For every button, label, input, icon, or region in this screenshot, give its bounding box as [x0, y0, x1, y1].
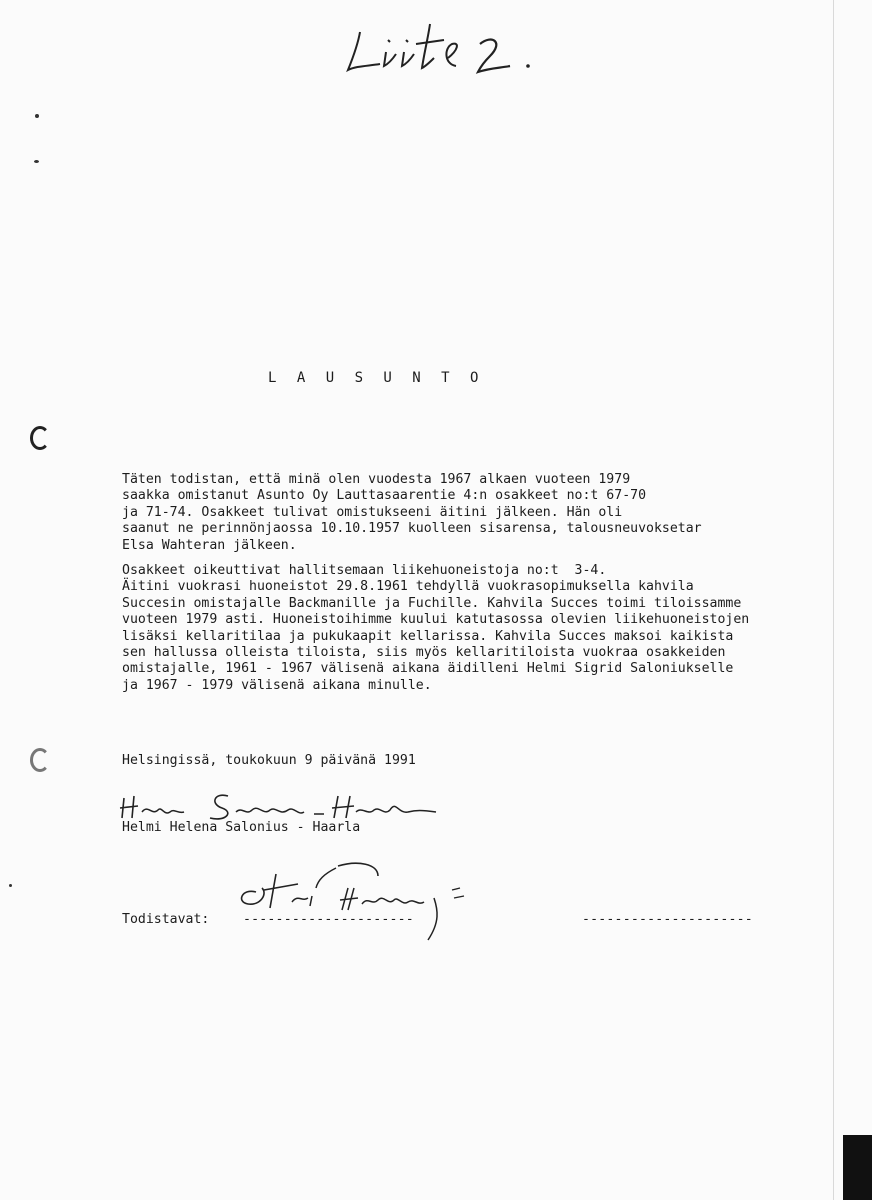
document-title: L A U S U N T O — [268, 370, 485, 386]
scan-speck — [35, 114, 39, 118]
statement-paragraph-1 — [122, 472, 802, 554]
text-line: Osakkeet oikeuttivat hallitsemaan liikehuoneistoja no:t 3-4. — [122, 563, 607, 578]
text-line: Äitini vuokrasi huoneistot 29.8.1961 tehdyllä vuokrasopimuksella kahvila — [122, 579, 694, 595]
place-and-date: Helsingissä, toukokuun 9 päivänä 1991 — [122, 753, 416, 768]
text-line: Elsa Wahteran jälkeen. — [122, 537, 297, 553]
text-line: saanut ne perinnönjaossa 10.10.1957 kuolleen sisarensa, talousneuvoksetar — [122, 521, 702, 537]
text-line: Täten todistan, että minä olen vuodesta 1967 alkaen vuoteen 1979 — [122, 472, 631, 487]
page-edge-line — [833, 0, 834, 1200]
text-line: Succesin omistajalle Backmanille ja Fuchille. Kahvila Succes toimi tiloissamme — [122, 595, 742, 611]
text-line: lisäksi kellaritilaa ja pukukaapit kellarissa. Kahvila Succes maksoi kaikista — [122, 628, 734, 644]
scan-speck — [34, 160, 39, 163]
witness-handwritten-signature — [228, 858, 488, 942]
signatory-name: Helmi Helena Salonius - Haarla — [122, 820, 361, 835]
witnesses-label: Todistavat: — [122, 912, 210, 927]
text-line: ja 1967 - 1979 välisenä aikana minulle. — [122, 677, 432, 693]
witness-signature-line-2: --------------------- — [582, 912, 753, 927]
text-line: ja 71-74. Osakkeet tulivat omistukseeni äitini jälkeen. Hän oli — [122, 504, 623, 520]
punch-hole — [30, 426, 50, 450]
punch-hole — [30, 748, 50, 772]
witness-signature-line-1: --------------------- — [243, 912, 414, 927]
text-line: saakka omistanut Asunto Oy Lauttasaarentie 4:n osakkeet no:t 67-70 — [122, 488, 647, 504]
text-line: vuoteen 1979 asti. Huoneistoihimme kuului katutasossa olevien liikehuoneistojen — [122, 612, 750, 628]
scan-speck — [9, 884, 12, 887]
text-line: sen hallussa olleista tiloista, siis myös kellaritiloista vuokraa osakkeiden — [122, 645, 726, 661]
handwritten-attachment-note — [340, 14, 560, 78]
text-line: omistajalle, 1961 - 1967 välisenä aikana äidilleni Helmi Sigrid Saloniukselle — [122, 661, 734, 677]
handwritten-signature — [118, 788, 458, 824]
scan-corner-shadow — [843, 1135, 872, 1200]
statement-paragraph-2 — [122, 563, 822, 694]
